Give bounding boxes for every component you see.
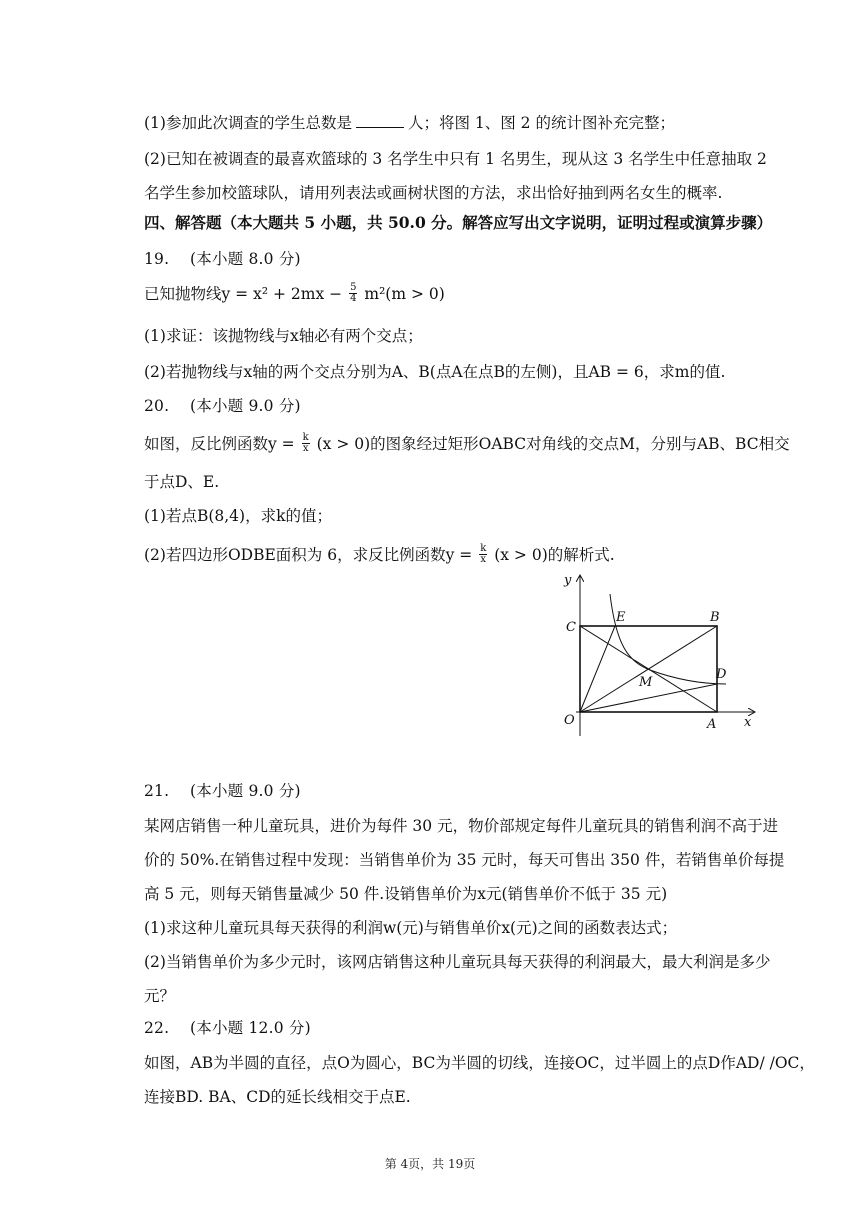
q20-part2-fraction [479, 544, 487, 565]
label-y-axis: y [564, 573, 572, 588]
q20-part2-b: (x > 0)的解析式. [494, 546, 615, 564]
q21-part2-line2: 元？ [144, 987, 176, 1005]
q21-part2-line1: (2)当销售单价为多少元时，该网店销售这种儿童玩具每天获得的利润最大，最大利润是多少 [144, 953, 771, 971]
q18-part1-text-a: (1)参加此次调查的学生总数是 [144, 114, 352, 132]
q20-header [144, 396, 301, 416]
q20-stem [144, 431, 790, 456]
rectangle-hyperbola-figure [554, 566, 764, 742]
answer-blank[interactable] [356, 113, 404, 128]
q20-stem-a: 如图，反比例函数y = [144, 435, 295, 453]
q20-frac-den: x [302, 442, 309, 454]
label-x-axis: x [744, 715, 752, 730]
q21-number: 21. [144, 782, 170, 800]
label-D: D [716, 667, 727, 682]
q19-frac-den: 4 [350, 292, 357, 304]
hyperbola-curve [610, 594, 726, 684]
section-heading: 四、解答题（本大题共 5 小题，共 50.0 分。解答应写出文字说明，证明过程或演算步骤） [144, 213, 773, 232]
q20-fraction [302, 433, 310, 454]
q20-number: 20. [144, 397, 170, 415]
q19-part2: (2)若抛物线与x轴的两个交点分别为A、B(点A在点B的左侧)，且AB = 6，求m的值. [144, 363, 726, 381]
segment-OE [580, 626, 615, 712]
q20-frac-num: k [302, 431, 309, 443]
q19-part1: (1)求证：该抛物线与x轴必有两个交点； [144, 327, 423, 345]
q20-p2-frac-num: k [480, 542, 487, 554]
q19-stem-a: 已知抛物线y = x² + 2mx − [144, 285, 343, 303]
q22-line1: 如图，AB为半圆的直径，点O为圆心，BC为半圆的切线，连接OC，过半圆上的点D作AD/ /OC， [144, 1054, 815, 1072]
q19-stem [144, 281, 445, 306]
label-E: E [616, 610, 626, 625]
q22-line2: 连接BD. BA、CD的延长线相交于点E. [144, 1088, 411, 1106]
q18-part1 [144, 113, 675, 133]
q21-header [144, 781, 301, 801]
q19-header [144, 249, 301, 269]
q20-part1: (1)若点B(8,4)，求k的值； [144, 507, 332, 525]
q18-part2-line1: (2)已知在被调查的最喜欢篮球的 3 名学生中只有 1 名男生，现从这 3 名学生中任意抽取 2 [144, 150, 767, 168]
q22-score: (本小题 12.0 分) [190, 1019, 311, 1037]
page-footer: 第 4页，共 19页 [384, 1157, 476, 1171]
q18-part1-text-b: 人；将图 1、图 2 的统计图补充完整； [407, 114, 675, 132]
q22-number: 22. [144, 1019, 170, 1037]
q21-line2: 价的 50%.在销售过程中发现：当销售单价为 35 元时，每天可售出 350 件，若销售单价每提 [144, 851, 785, 869]
q19-score: (本小题 8.0 分) [190, 250, 301, 268]
label-C: C [566, 620, 576, 635]
q20-part2 [144, 542, 615, 567]
q21-score: (本小题 9.0 分) [190, 782, 301, 800]
q21-line3: 高 5 元，则每天销售量减少 50 件.设销售单价为x元(销售单价不低于 35 元) [144, 885, 668, 903]
q20-stem-b: (x > 0)的图象经过矩形OABC对角线的交点M，分别与AB、BC相交 [316, 435, 790, 453]
q19-number: 19. [144, 250, 170, 268]
q19-stem-b: m²(m > 0) [364, 285, 445, 303]
label-B: B [710, 610, 720, 625]
q21-part1: (1)求这种儿童玩具每天获得的利润w(元)与销售单价x(元)之间的函数表达式； [144, 919, 678, 937]
q19-frac-num: 5 [350, 281, 357, 293]
q20-stem-cont: 于点D、E. [144, 473, 220, 491]
label-M: M [639, 675, 653, 690]
q20-part2-a: (2)若四边形ODBE面积为 6，求反比例函数y = [144, 546, 473, 564]
q21-line1: 某网店销售一种儿童玩具，进价为每件 30 元，物价部规定每件儿童玩具的销售利润不高于进 [144, 817, 779, 835]
q22-header [144, 1018, 311, 1038]
q19-fraction [349, 283, 357, 304]
label-A: A [707, 717, 717, 732]
q20-score: (本小题 9.0 分) [190, 397, 301, 415]
label-O: O [564, 713, 575, 728]
q18-part2-line2: 名学生参加校篮球队，请用列表法或画树状图的方法，求出恰好抽到两名女生的概率. [144, 184, 723, 202]
q20-p2-frac-den: x [480, 553, 487, 565]
